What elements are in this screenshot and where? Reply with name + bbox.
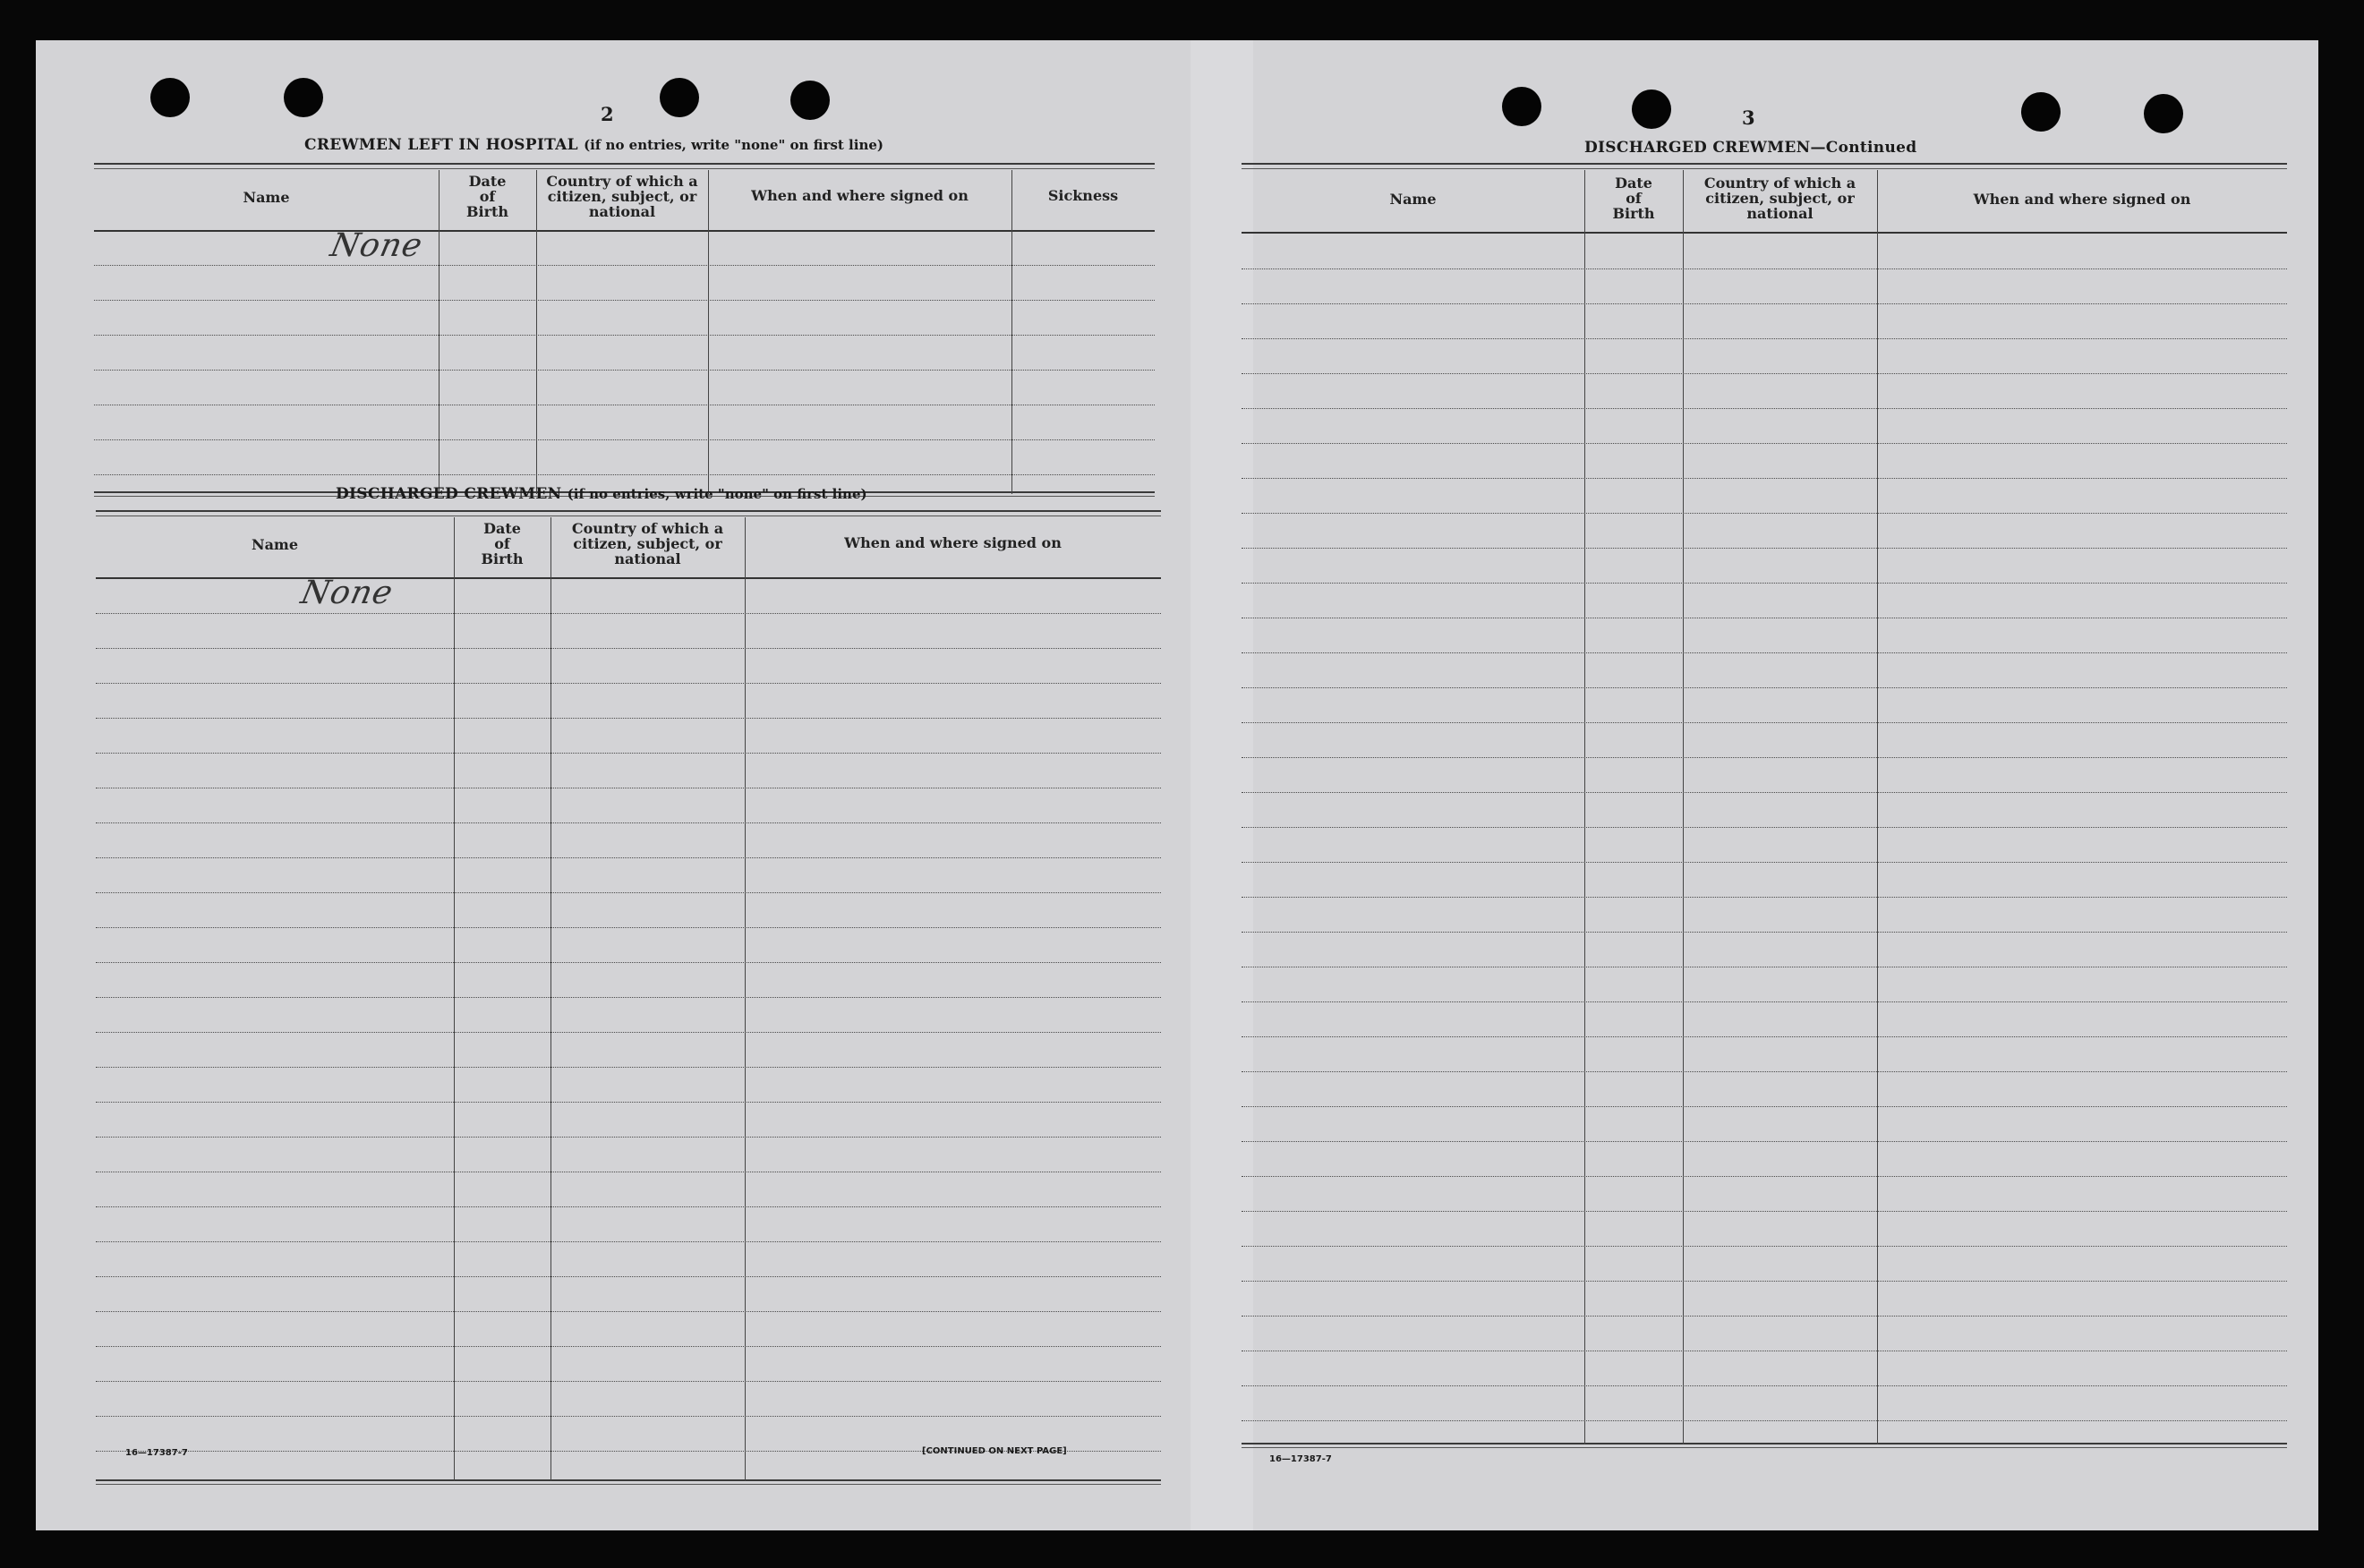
entry-line xyxy=(1242,897,2287,898)
hospital-title-text: CREWMEN LEFT IN HOSPITAL xyxy=(304,136,578,154)
header-text: Date xyxy=(468,173,507,190)
entry-line xyxy=(94,335,1155,336)
header-date-of-birth xyxy=(1584,175,1683,221)
header-text: Birth xyxy=(465,203,509,220)
entry-line xyxy=(96,1276,1161,1277)
entry-line xyxy=(1242,1281,2287,1282)
punch-hole xyxy=(150,78,190,117)
handwritten-none: None xyxy=(327,227,427,264)
column-divider xyxy=(1877,170,1878,1444)
entry-line xyxy=(1242,1211,2287,1212)
entry-line xyxy=(1242,1176,2287,1177)
page-number-left: 2 xyxy=(601,103,614,125)
handwritten-none: None xyxy=(297,575,397,611)
entry-line xyxy=(1242,722,2287,723)
header-text: citizen, subject, or xyxy=(1705,190,1855,207)
discharged-table xyxy=(96,510,1161,1486)
entry-line xyxy=(96,962,1161,963)
header-country xyxy=(1683,175,1877,221)
entry-line xyxy=(96,1241,1161,1242)
entry-line xyxy=(1242,583,2287,584)
header-text: citizen, subject, or xyxy=(573,535,722,552)
entry-line xyxy=(1242,1071,2287,1072)
table-bottom-rule xyxy=(1242,1443,2287,1448)
column-divider xyxy=(1584,170,1585,1444)
table-bottom-rule xyxy=(96,1479,1161,1485)
entry-line xyxy=(96,753,1161,754)
column-divider xyxy=(745,517,746,1480)
punch-hole xyxy=(660,78,699,117)
entry-line xyxy=(1242,478,2287,479)
header-signed-on: When and where signed on xyxy=(751,187,969,204)
header-name: Name xyxy=(1389,191,1437,208)
header-text: Country of which a xyxy=(1703,175,1856,192)
punch-hole xyxy=(2144,94,2183,133)
entry-line xyxy=(1242,792,2287,793)
header-date-of-birth xyxy=(439,174,536,219)
punch-hole xyxy=(2021,92,2061,132)
column-divider xyxy=(1011,170,1012,494)
column-divider xyxy=(454,517,455,1480)
entry-line xyxy=(1242,513,2287,514)
form-number-left: 16—17387-7 xyxy=(125,1448,188,1458)
table-top-rule xyxy=(96,510,1161,516)
column-divider xyxy=(1683,170,1684,1444)
header-country xyxy=(550,521,745,567)
header-text: Birth xyxy=(481,550,524,567)
header-name: Name xyxy=(251,536,299,553)
punch-hole xyxy=(1632,89,1671,129)
hospital-section-title xyxy=(304,136,883,154)
punch-hole xyxy=(790,81,830,120)
header-text: Date xyxy=(483,520,521,537)
entry-line xyxy=(1242,652,2287,653)
continued-note: [CONTINUED ON NEXT PAGE] xyxy=(922,1446,1067,1456)
entry-line xyxy=(94,370,1155,371)
form-number-right: 16—17387-7 xyxy=(1269,1454,1332,1464)
continued-section-title: DISCHARGED CREWMEN—Continued xyxy=(1584,139,1917,157)
entry-line xyxy=(1242,827,2287,828)
header-sickness: Sickness xyxy=(1047,187,1119,204)
header-rule xyxy=(1242,232,2287,234)
entry-line xyxy=(96,718,1161,719)
entry-line xyxy=(1242,757,2287,758)
entry-line xyxy=(96,927,1161,928)
header-name: Name xyxy=(243,189,290,206)
entry-line xyxy=(1242,443,2287,444)
entry-line xyxy=(1242,303,2287,304)
page-number-right: 3 xyxy=(1742,107,1755,129)
entry-line xyxy=(96,1206,1161,1207)
entry-line xyxy=(1242,1141,2287,1142)
entry-line xyxy=(1242,268,2287,269)
header-text: Country of which a xyxy=(546,173,698,190)
entry-line xyxy=(94,474,1155,475)
header-signed-on: When and where signed on xyxy=(844,534,1062,551)
entry-line xyxy=(1242,1316,2287,1317)
header-text: of xyxy=(1626,190,1642,207)
hospital-title-instruction: (if no entries, write "none" on first line) xyxy=(584,137,883,153)
header-text: national xyxy=(588,203,656,220)
entry-line xyxy=(1242,862,2287,863)
header-text: of xyxy=(494,535,510,552)
entry-line xyxy=(1242,1385,2287,1386)
header-text: Date xyxy=(1615,175,1652,192)
entry-line xyxy=(1242,1106,2287,1107)
table-top-rule xyxy=(94,163,1155,169)
discharged-section-title xyxy=(336,485,867,503)
entry-line xyxy=(1242,548,2287,549)
header-signed-on: When and where signed on xyxy=(1973,191,2191,208)
entry-line xyxy=(96,1311,1161,1312)
entry-line xyxy=(96,1381,1161,1382)
entry-line xyxy=(96,822,1161,823)
entry-line xyxy=(94,265,1155,266)
entry-line xyxy=(1242,1036,2287,1037)
entry-line xyxy=(96,1346,1161,1347)
entry-line xyxy=(94,439,1155,440)
hospital-table xyxy=(94,163,1155,496)
entry-line xyxy=(96,1416,1161,1417)
discharged-continued-table xyxy=(1242,163,2287,1492)
entry-line xyxy=(96,648,1161,649)
entry-line xyxy=(96,1137,1161,1138)
header-rule xyxy=(94,230,1155,232)
entry-line xyxy=(1242,687,2287,688)
entry-line xyxy=(96,1067,1161,1068)
entry-line xyxy=(96,997,1161,998)
header-date-of-birth xyxy=(454,521,550,567)
discharged-title-instruction: (if no entries, write "none" on first line) xyxy=(567,486,867,502)
header-country xyxy=(536,174,708,219)
table-top-rule xyxy=(1242,163,2287,169)
header-text: national xyxy=(1746,205,1814,222)
entry-line xyxy=(96,683,1161,684)
header-rule xyxy=(96,577,1161,579)
document-sheet xyxy=(36,40,2318,1530)
entry-line xyxy=(1242,1420,2287,1421)
discharged-title-text: DISCHARGED CREWMEN xyxy=(336,485,562,503)
header-text: Country of which a xyxy=(571,520,724,537)
entry-line xyxy=(94,300,1155,301)
entry-line xyxy=(96,1102,1161,1103)
entry-line xyxy=(96,892,1161,893)
punch-hole xyxy=(1502,87,1541,126)
header-text: of xyxy=(479,188,496,205)
header-text: citizen, subject, or xyxy=(547,188,697,205)
entry-line xyxy=(96,1032,1161,1033)
column-divider xyxy=(550,517,551,1480)
entry-line xyxy=(96,857,1161,858)
entry-line xyxy=(1242,338,2287,339)
entry-line xyxy=(96,613,1161,614)
entry-line xyxy=(1242,1001,2287,1002)
column-divider xyxy=(708,170,709,494)
header-text: national xyxy=(614,550,681,567)
entry-line xyxy=(1242,408,2287,409)
entry-line xyxy=(1242,932,2287,933)
entry-line xyxy=(1242,1246,2287,1247)
entry-line xyxy=(1242,373,2287,374)
header-text: Birth xyxy=(1612,205,1655,222)
punch-hole xyxy=(284,78,323,117)
